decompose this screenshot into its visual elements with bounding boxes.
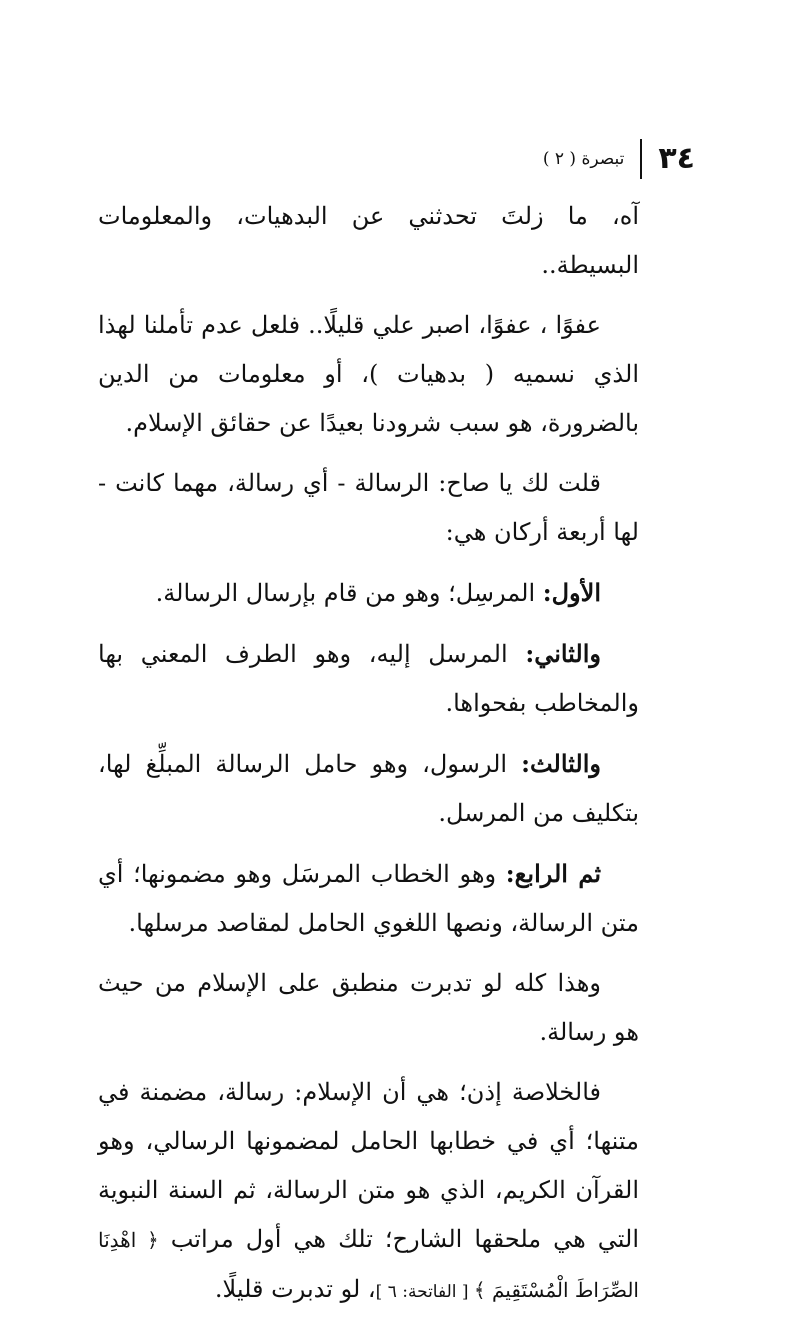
paragraph — [98, 959, 639, 1057]
paragraph — [98, 849, 639, 948]
paragraph-tail: ، لو تدبرت قليلًا. — [214, 1275, 376, 1303]
paragraph-text: عفوًا ، عفوًا، اصبر علي قليلًا.. فلعل عدم تأملنا لهذا الذي نسميه ( بدهيات )، أو معلومات من الدين بالضرورة، هو سبب شرودنا بعيدًا عن حقائق الإسلام. — [98, 311, 639, 437]
paragraph-text: فالخلاصة إذن؛ هي أن الإسلام: رسالة، مضمنة في متنها؛ أي في خطابها الحامل لمضمونها الرسالي، وهو القرآن الكريم، الذي هو متن الرسالة، ثم السنة النبوية التي هي ملحقها الشارح؛ تلك هي أول مراتب — [98, 1078, 640, 1253]
paragraph-text: وهو الخطاب المرسَل وهو مضمونها؛ أي متن الرسالة، ونصها اللغوي الحامل لمقاصد مرسلها. — [98, 860, 639, 937]
paragraph-text: المرسل إليه، وهو الطرف المعني بها والمخاطب بفحواها. — [98, 640, 639, 717]
paragraph-text: المرسِل؛ وهو من قام بإرسال الرسالة. — [155, 579, 543, 607]
page-number: ٣٤ — [658, 141, 695, 176]
body-text — [98, 192, 639, 1328]
paragraph-lead: والثالث: — [521, 749, 601, 778]
paragraph-text: الرسول، وهو حامل الرسالة المبلِّغ لها، بتكليف من المرسل. — [98, 750, 639, 827]
paragraph — [98, 459, 639, 557]
paragraph-text: وهذا كله لو تدبرت منطبق على الإسلام من حيث هو رسالة. — [98, 969, 639, 1046]
paragraph — [98, 1068, 639, 1317]
paragraph-lead: الأول: — [542, 578, 601, 607]
paragraph-lead: والثاني: — [525, 639, 601, 668]
verse-citation: [ الفاتحة: ٦ ] — [375, 1282, 474, 1302]
page-header — [543, 138, 695, 180]
running-title: تبصرة ( ٢ ) — [542, 149, 625, 169]
quran-verse: ﴿ اهْدِنَا الصِّرَاطَ الْمُسْتَقِيمَ ﴾ — [98, 1228, 639, 1302]
paragraph — [98, 192, 639, 290]
paragraph-lead: ثم الرابع: — [505, 859, 602, 888]
paragraph-text: قلت لك يا صاح: الرسالة - أي رسالة، مهما كانت - لها أربعة أركان هي: — [98, 469, 639, 546]
paragraph — [98, 739, 639, 838]
paragraph — [98, 629, 639, 728]
paragraph — [98, 301, 639, 448]
header-divider — [640, 139, 642, 179]
paragraph — [98, 568, 639, 618]
paragraph-text: آه، ما زلتَ تحدثني عن البدهيات، والمعلومات البسيطة.. — [98, 202, 639, 279]
